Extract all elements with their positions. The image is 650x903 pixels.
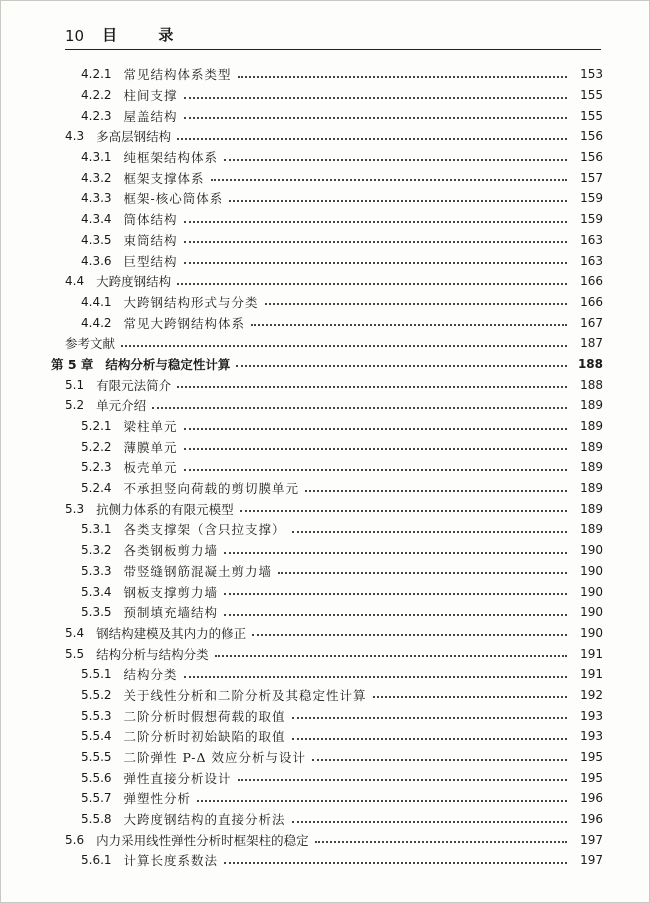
toc-entry-number: 4.3: [65, 129, 85, 144]
toc-leader-dots: [312, 758, 567, 761]
toc-entry: [1, 354, 650, 375]
toc-leader-dots: [184, 96, 567, 99]
toc-entry-number: 4.3.2: [81, 170, 112, 185]
toc-entry: [1, 312, 650, 333]
toc-leader-dots: [184, 468, 567, 471]
toc-entry: [1, 271, 650, 292]
toc-entry-page: 197: [580, 832, 603, 847]
toc-leader-dots: [211, 178, 567, 181]
toc-entry-number: 5.3.1: [81, 522, 112, 537]
toc-entry: [1, 602, 650, 623]
toc-entry-title: 不承担竖向荷载的剪切膜单元: [123, 481, 300, 497]
toc-leader-dots: [224, 861, 567, 864]
toc-entry: [1, 561, 650, 582]
table-of-contents: [1, 64, 650, 871]
toc-entry-number: 5.5.5: [81, 750, 112, 765]
toc-entry-page: 196: [580, 791, 603, 806]
toc-entry-number: 5.5.1: [81, 667, 112, 682]
toc-entry-title: 板壳单元: [123, 460, 178, 476]
toc-entry-number: 5.6: [65, 832, 85, 847]
toc-entry-number: 5.2.1: [81, 419, 112, 434]
toc-entry-title: 巨型结构: [123, 253, 178, 269]
toc-entry-number: 5.5.7: [81, 791, 112, 806]
toc-leader-dots: [197, 799, 567, 802]
toc-entry-title: 带竖缝钢筋混凝土剪力墙: [123, 563, 273, 579]
toc-entry: [1, 126, 650, 147]
toc-entry-page: 190: [580, 563, 603, 578]
toc-leader-dots: [184, 240, 567, 243]
toc-entry-number: 4.3.1: [81, 150, 112, 165]
toc-leader-dots: [184, 261, 567, 264]
toc-entry: [1, 292, 650, 313]
toc-entry-number: 5.2.3: [81, 460, 112, 475]
toc-entry: [1, 540, 650, 561]
toc-entry-number: 4.2.3: [81, 108, 112, 123]
toc-leader-dots: [236, 364, 567, 367]
toc-entry-page: 189: [580, 398, 603, 413]
toc-entry-page: 163: [580, 253, 603, 268]
toc-entry-title: 屋盖结构: [123, 108, 178, 124]
header-title: 目 录: [102, 26, 192, 44]
toc-entry-page: 163: [580, 232, 603, 247]
toc-leader-dots: [292, 716, 567, 719]
toc-entry-number: 5.5.3: [81, 708, 112, 723]
toc-entry-title: 关于线性分析和二阶分析及其稳定性计算: [123, 687, 367, 703]
toc-entry-page: 156: [580, 129, 603, 144]
toc-entry-page: 190: [580, 584, 603, 599]
toc-entry-number: 4.4: [65, 274, 85, 289]
toc-leader-dots: [224, 551, 567, 554]
toc-entry-title: 常见大跨钢结构体系: [123, 315, 246, 331]
toc-leader-dots: [184, 116, 567, 119]
toc-entry-number: 5.3: [65, 501, 85, 516]
page-header: [65, 28, 601, 50]
toc-entry: [1, 664, 650, 685]
toc-entry-title: 单元介绍: [96, 398, 147, 414]
toc-entry-page: 193: [580, 729, 603, 744]
toc-leader-dots: [292, 530, 567, 533]
toc-entry-number: 5.5: [65, 646, 85, 661]
toc-entry-title: 弹塑性分析: [123, 791, 192, 807]
toc-entry-number: 4.3.3: [81, 191, 112, 206]
toc-entry-page: 191: [580, 646, 603, 661]
toc-entry-number: 5.5.8: [81, 812, 112, 827]
toc-leader-dots: [238, 75, 567, 78]
toc-entry: [1, 581, 650, 602]
toc-leader-dots: [177, 137, 567, 140]
toc-leader-dots: [121, 344, 567, 347]
toc-entry: [1, 478, 650, 499]
toc-leader-dots: [315, 840, 567, 843]
toc-entry-number: 4.4.2: [81, 315, 112, 330]
toc-entry: [1, 519, 650, 540]
toc-entry-title: 计算长度系数法: [123, 853, 219, 869]
toc-entry: [1, 767, 650, 788]
toc-leader-dots: [292, 737, 567, 740]
toc-entry-number: 5.2.4: [81, 481, 112, 496]
toc-leader-dots: [177, 385, 567, 388]
toc-leader-dots: [252, 633, 567, 636]
toc-entry-title: 二阶分析时初始缺陷的取值: [123, 729, 286, 745]
toc-entry-page: 193: [580, 708, 603, 723]
toc-entry: [1, 850, 650, 871]
toc-entry-page: 167: [580, 315, 603, 330]
toc-entry-title: 纯框架结构体系: [123, 150, 219, 166]
toc-entry: [1, 250, 650, 271]
toc-entry-page: 159: [580, 212, 603, 227]
toc-entry: [1, 105, 650, 126]
toc-entry-number: 4.2.1: [81, 67, 112, 82]
toc-entry-number: 4.3.4: [81, 212, 112, 227]
toc-entry-page: 195: [580, 750, 603, 765]
toc-leader-dots: [373, 695, 567, 698]
toc-entry-page: 188: [577, 356, 603, 371]
toc-entry: [1, 726, 650, 747]
toc-entry-page: 187: [580, 336, 603, 351]
toc-entry-page: 189: [580, 439, 603, 454]
toc-entry-page: 197: [580, 853, 603, 868]
toc-entry-title: 常见结构体系类型: [123, 67, 232, 83]
toc-entry-number: 5.4: [65, 625, 85, 640]
toc-entry-title: 抗侧力体系的有限元模型: [96, 501, 234, 517]
toc-entry-title: 弹性直接分析设计: [123, 770, 232, 786]
toc-entry-title: 二阶弹性 P-Δ 效应分析与设计: [123, 750, 306, 766]
toc-entry-number: 5.2: [65, 398, 85, 413]
toc-leader-dots: [224, 158, 567, 161]
toc-entry: [1, 64, 650, 85]
toc-entry-page: 189: [580, 522, 603, 537]
toc-leader-dots: [238, 778, 567, 781]
toc-leader-dots: [292, 820, 567, 823]
toc-entry-title: 钢结构建模及其内力的修正: [96, 625, 247, 641]
toc-entry: [1, 457, 650, 478]
toc-leader-dots: [240, 509, 567, 512]
toc-leader-dots: [184, 220, 567, 223]
toc-entry: [1, 685, 650, 706]
toc-entry-title: 参考文献: [65, 336, 116, 352]
header-page-number: 10: [65, 27, 85, 45]
toc-entry-page: 192: [580, 687, 603, 702]
toc-entry-number: 5.5.6: [81, 770, 112, 785]
toc-leader-dots: [215, 654, 567, 657]
toc-entry: [1, 209, 650, 230]
toc-entry-title: 多高层钢结构: [96, 129, 172, 145]
toc-entry: [1, 167, 650, 188]
toc-entry-page: 166: [580, 274, 603, 289]
toc-entry-page: 190: [580, 625, 603, 640]
toc-entry-title: 钢板支撑剪力墙: [123, 584, 219, 600]
toc-entry-title: 大跨度钢结构的直接分析法: [123, 812, 286, 828]
toc-entry: [1, 643, 650, 664]
toc-entry-number: 4.3.6: [81, 253, 112, 268]
toc-entry-title: 束筒结构: [123, 232, 178, 248]
toc-entry: [1, 230, 650, 251]
toc-entry-page: 195: [580, 770, 603, 785]
toc-entry-number: 第 5 章: [51, 356, 94, 372]
toc-entry-number: 5.3.5: [81, 605, 112, 620]
toc-entry: [1, 788, 650, 809]
toc-leader-dots: [265, 302, 567, 305]
toc-entry-page: 153: [580, 67, 603, 82]
toc-leader-dots: [251, 323, 567, 326]
toc-entry-title: 预制填充墙结构: [123, 605, 219, 621]
toc-entry-page: 189: [580, 419, 603, 434]
toc-entry-title: 各类钢板剪力墙: [123, 543, 219, 559]
toc-entry: [1, 85, 650, 106]
toc-entry-title: 二阶分析时假想荷载的取值: [123, 708, 286, 724]
toc-entry-page: 188: [580, 377, 603, 392]
toc-entry-page: 190: [580, 543, 603, 558]
toc-leader-dots: [224, 613, 567, 616]
toc-entry-title: 有限元法简介: [96, 377, 172, 393]
toc-entry-title: 结构分析与结构分类: [96, 646, 209, 662]
toc-entry-page: 156: [580, 150, 603, 165]
toc-entry: [1, 705, 650, 726]
toc-entry-title: 大跨度钢结构: [96, 274, 172, 290]
toc-leader-dots: [184, 427, 567, 430]
toc-entry-number: 5.3.3: [81, 563, 112, 578]
toc-leader-dots: [184, 675, 567, 678]
toc-entry: [1, 498, 650, 519]
toc-entry-page: 157: [580, 170, 603, 185]
toc-entry: [1, 623, 650, 644]
toc-leader-dots: [278, 571, 567, 574]
toc-entry-title: 薄膜单元: [123, 439, 178, 455]
toc-entry-title: 大跨钢结构形式与分类: [123, 294, 259, 310]
toc-entry-title: 梁柱单元: [123, 419, 178, 435]
toc-entry-number: 4.3.5: [81, 232, 112, 247]
toc-leader-dots: [224, 592, 567, 595]
toc-leader-dots: [152, 406, 567, 409]
toc-entry-page: 191: [580, 667, 603, 682]
toc-entry: [1, 333, 650, 354]
toc-entry-title: 框架-核心筒体系: [123, 191, 224, 207]
toc-entry: [1, 416, 650, 437]
toc-entry: [1, 374, 650, 395]
toc-entry: [1, 188, 650, 209]
toc-leader-dots: [229, 199, 567, 202]
toc-entry: [1, 436, 650, 457]
toc-entry-title: 各类支撑架（含只拉支撑）: [123, 522, 286, 538]
toc-entry: [1, 829, 650, 850]
toc-entry-number: 4.4.1: [81, 294, 112, 309]
toc-entry-title: 结构分析与稳定性计算: [105, 356, 231, 372]
toc-entry-number: 5.3.4: [81, 584, 112, 599]
toc-entry: [1, 395, 650, 416]
toc-entry: [1, 747, 650, 768]
toc-entry-page: 189: [580, 481, 603, 496]
toc-entry-number: 4.2.2: [81, 88, 112, 103]
toc-entry-page: 155: [580, 88, 603, 103]
toc-entry-number: 5.3.2: [81, 543, 112, 558]
toc-entry-page: 189: [580, 501, 603, 516]
toc-entry-number: 5.6.1: [81, 853, 112, 868]
toc-entry-page: 196: [580, 812, 603, 827]
toc-leader-dots: [184, 447, 567, 450]
toc-leader-dots: [305, 489, 567, 492]
toc-leader-dots: [177, 282, 567, 285]
toc-entry-title: 柱间支撑: [123, 88, 178, 104]
toc-entry-title: 内力采用线性弹性分析时框架柱的稳定: [96, 832, 309, 848]
toc-entry-number: 5.1: [65, 377, 85, 392]
toc-entry-page: 155: [580, 108, 603, 123]
toc-entry-page: 159: [580, 191, 603, 206]
toc-entry-number: 5.5.4: [81, 729, 112, 744]
toc-entry-title: 框架支撑体系: [123, 170, 205, 186]
toc-entry-page: 189: [580, 460, 603, 475]
toc-entry: [1, 809, 650, 830]
toc-entry-page: 166: [580, 294, 603, 309]
toc-entry-title: 结构分类: [123, 667, 178, 683]
toc-entry-number: 5.2.2: [81, 439, 112, 454]
toc-entry-number: 5.5.2: [81, 687, 112, 702]
toc-entry-title: 筒体结构: [123, 212, 178, 228]
toc-entry-page: 190: [580, 605, 603, 620]
toc-entry: [1, 147, 650, 168]
